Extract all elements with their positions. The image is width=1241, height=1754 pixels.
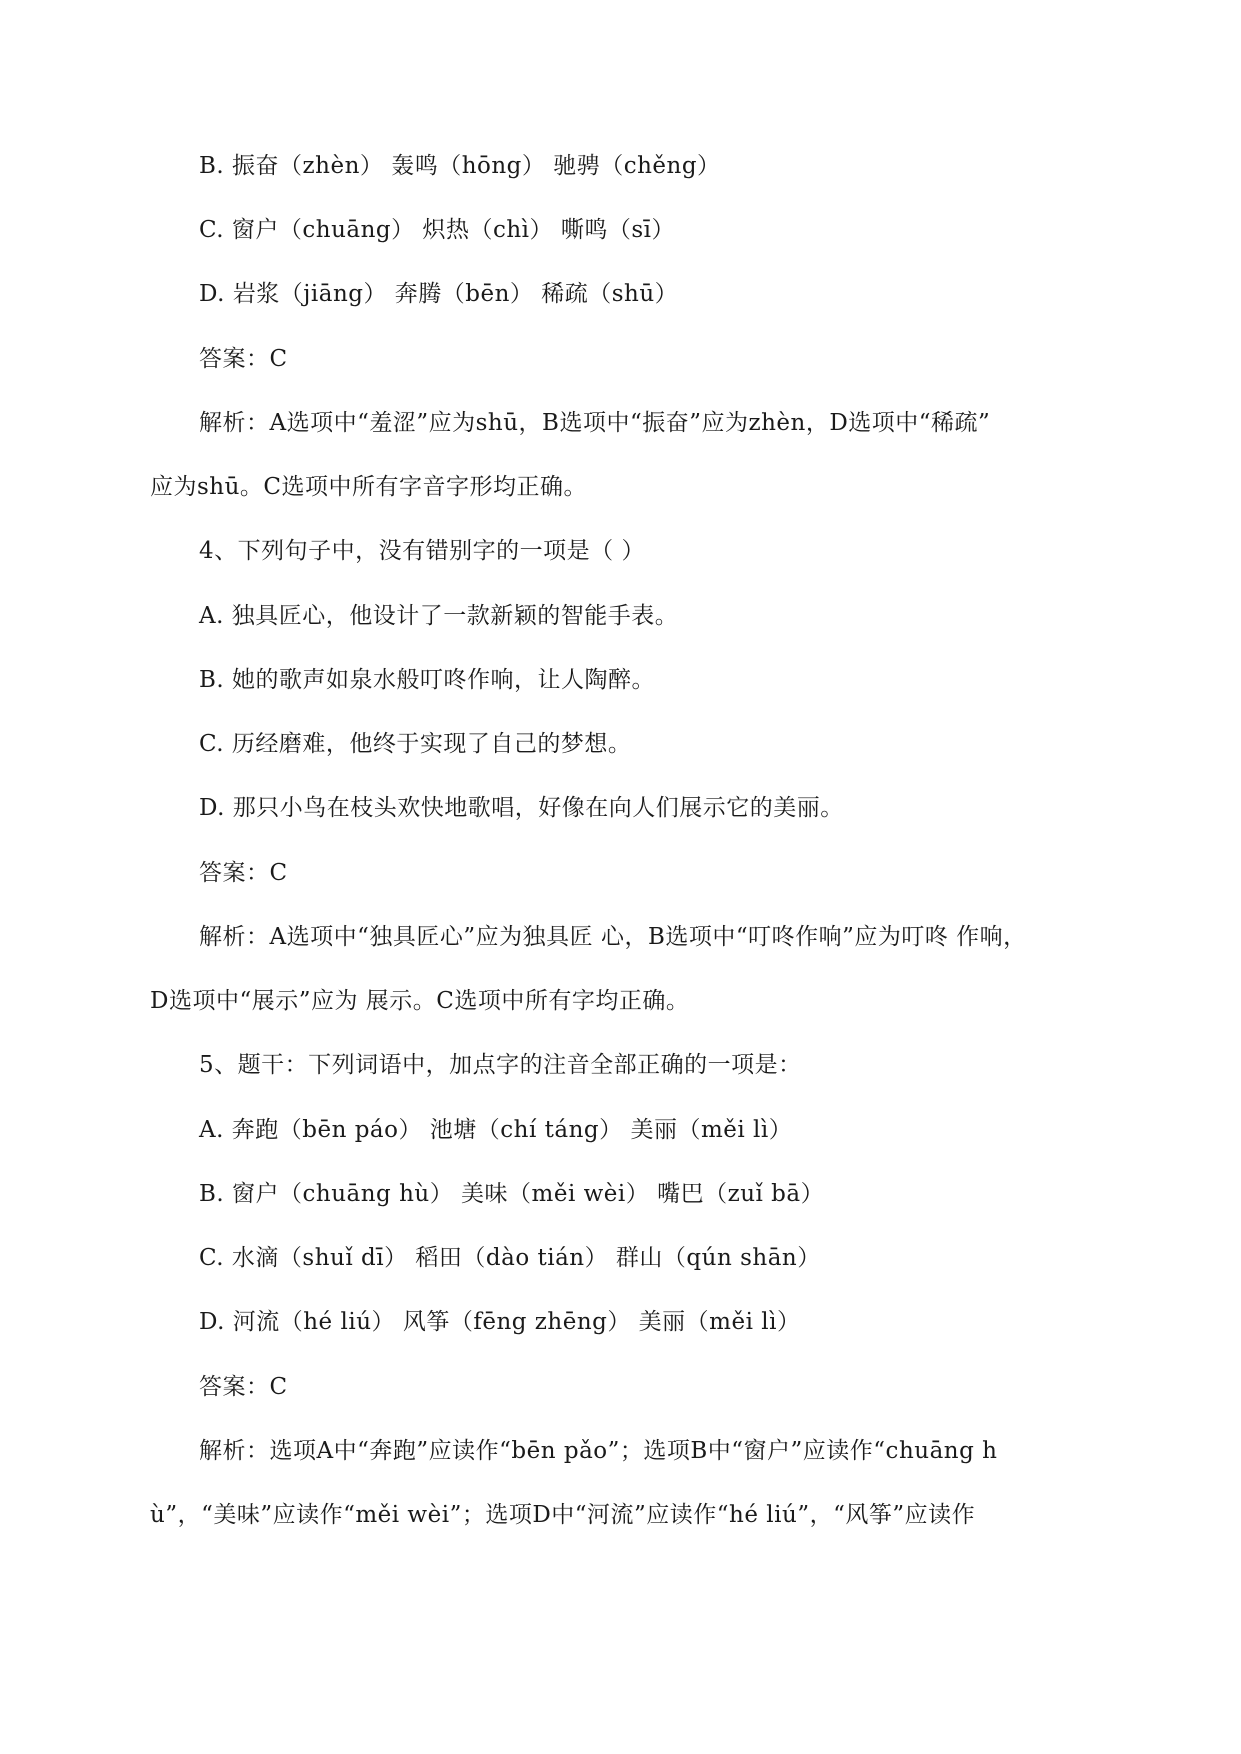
analysis-line: 解析：A选项中“羞涩”应为shū，B选项中“振奋”应为zhèn，D选项中“稀疏” [199,410,991,436]
q4-analysis-continued: D选项中“展示”应为 展示。C选项中所有字均正确。 [150,988,690,1014]
q5-analysis-continued: ù”，“美味”应读作“měi wèi”；选项D中“河流”应读作“hé liú”，“风筝”应读作 [150,1502,976,1528]
q5-option-d: D. 河流（hé liú） 风筝（fēng zhēng） 美丽（měi lì） [199,1309,801,1335]
q4-option-b: B. 她的歌声如泉水般叮咚作响，让人陶醉。 [199,667,656,693]
q5-analysis: 解析：选项A中“奔跑”应读作“bēn pǎo”；选项B中“窗户”应读作“chuāng h [199,1438,998,1464]
q4-answer: 答案：C [199,860,288,886]
option-d-line: D. 岩浆（jiāng） 奔腾（bēn） 稀疏（shū） [199,281,679,307]
q4-option-c: C. 历经磨难，他终于实现了自己的梦想。 [199,731,632,757]
q4-analysis: 解析：A选项中“独具匠心”应为独具匠 心，B选项中“叮咚作响”应为叮咚 作响， [199,924,1027,950]
q4-option-d: D. 那只小鸟在枝头欢快地歌唱，好像在向人们展示它的美丽。 [199,795,844,821]
q5-option-a: A. 奔跑（bēn páo） 池塘（chí táng） 美丽（měi lì） [199,1117,793,1143]
option-c-line: C. 窗户（chuāng） 炽热（chì） 嘶鸣（sī） [199,217,675,243]
analysis-line-continued: 应为shū。C选项中所有字音字形均正确。 [150,474,588,500]
q5-option-c: C. 水滴（shuǐ dī） 稻田（dào tián） 群山（qún shān） [199,1245,821,1271]
q4-option-a: A. 独具匠心，他设计了一款新颖的智能手表。 [199,603,679,629]
question-5-stem: 5、题干：下列词语中，加点字的注音全部正确的一项是： [199,1052,802,1078]
option-b-line: B. 振奋（zhèn） 轰鸣（hōng） 驰骋（chěng） [199,153,721,179]
question-4-stem: 4、下列句子中，没有错别字的一项是（ ） [199,538,645,564]
q5-option-b: B. 窗户（chuāng hù） 美味（měi wèi） 嘴巴（zuǐ bā） [199,1181,825,1207]
q5-answer: 答案：C [199,1374,288,1400]
answer-line: 答案：C [199,346,288,372]
